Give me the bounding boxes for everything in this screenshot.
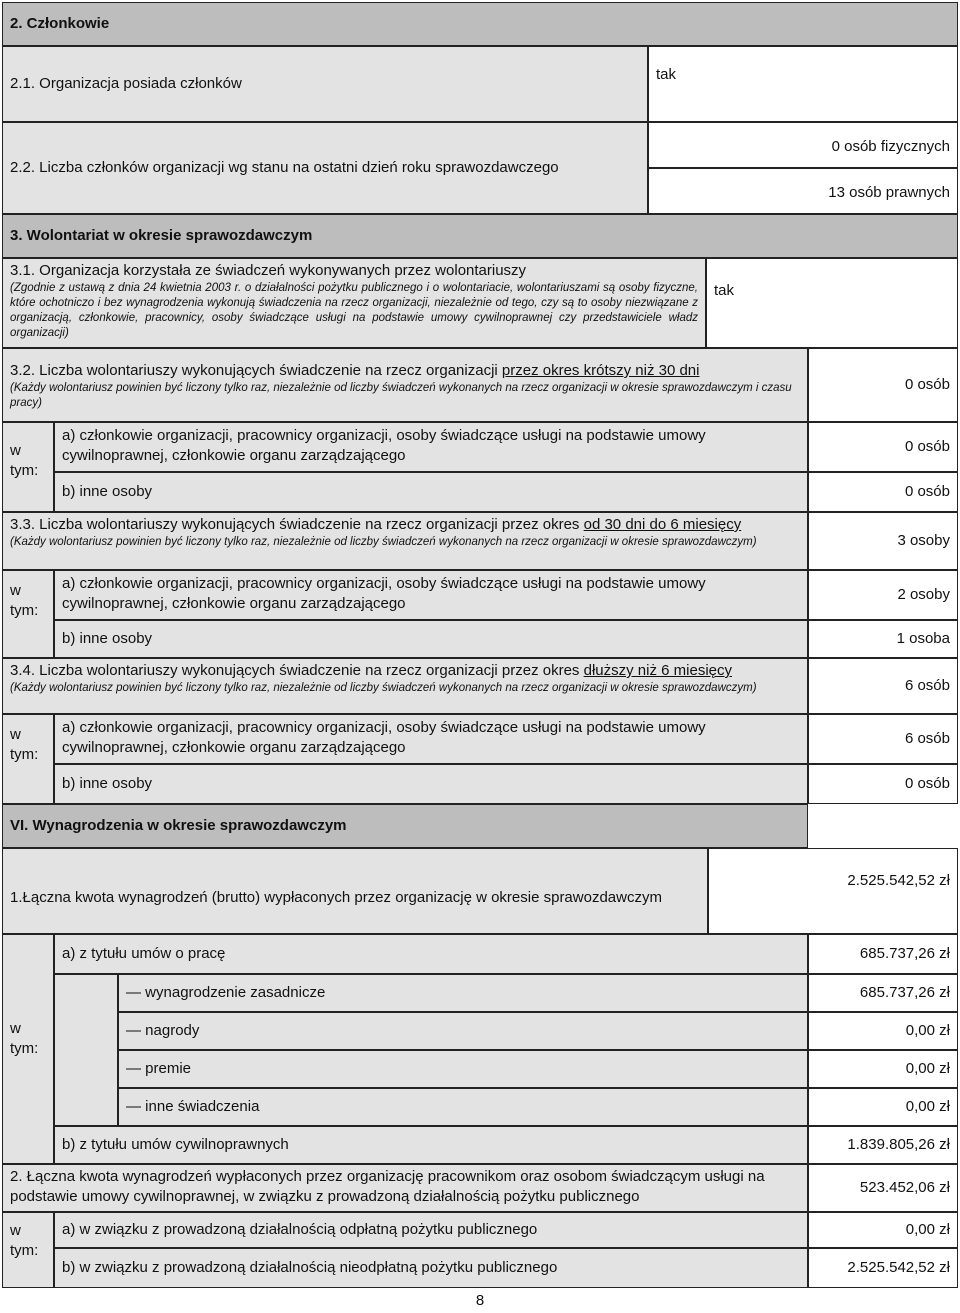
- q34-a-answer-cell: [808, 714, 958, 764]
- q32-b-cell: [54, 472, 808, 512]
- vi-item-b: b) z tytułu umów cywilnoprawnych: [62, 1136, 289, 1153]
- q34-label-text: 3.4. Liczba wolontariuszy wykonujących świadczenie na rzecz organizacji przez okres: [10, 662, 584, 679]
- q22-answer-b-cell: [648, 168, 958, 214]
- vi-q2-wtym: w tym:: [10, 1222, 39, 1259]
- vi-q2-item-b-answer: 2.525.542,52 zł: [847, 1259, 950, 1276]
- q33-label-cell: [2, 512, 808, 570]
- vi-q2-label-cell: [2, 1164, 808, 1212]
- vi-q2-label: 2. Łączna kwota wynagrodzeń wypłaconych przez organizację pracownikom oraz osobom świadczącym usługi na podstawie umowy cywilnoprawnej, w związku z prowadzoną działalnością pożytku publicznego: [10, 1168, 765, 1205]
- q33-answer-cell: [808, 512, 958, 570]
- q32-item-b-answer: 0 osób: [904, 483, 950, 500]
- q33-item-b-answer: 1 osoba: [896, 630, 950, 647]
- q34-item-b-answer: 0 osób: [904, 775, 950, 792]
- vi-sub4: — inne świadczenia: [126, 1097, 259, 1117]
- section-2-heading: [2, 2, 958, 46]
- vi-q2-wtym-cell: [2, 1212, 54, 1288]
- q22-label: 2.2. Liczba członków organizacji wg stanu na ostatni dzień roku sprawozdawczego: [10, 159, 559, 176]
- q33-b-cell: [54, 620, 808, 658]
- vi-q2-answer-cell: [808, 1164, 958, 1212]
- vi-q1-label-cell: [2, 848, 708, 934]
- vi-q2a-cell: [54, 1212, 808, 1248]
- vi-sub4-answer-cell: [808, 1088, 958, 1126]
- q34-a-cell: [54, 714, 808, 764]
- vi-sub4-cell: [118, 1088, 808, 1126]
- vi-sub4-answer: 0,00 zł: [905, 1098, 950, 1115]
- vi-q2-item-a-answer: 0,00 zł: [905, 1221, 950, 1238]
- q33-label-text: 3.3. Liczba wolontariuszy wykonujących świadczenie na rzecz organizacji przez okres: [10, 516, 584, 533]
- vi-sub3-answer-cell: [808, 1050, 958, 1088]
- q32-a-answer-cell: [808, 422, 958, 472]
- vi-sub1-answer: 685.737,26 zł: [859, 984, 950, 1001]
- q33-b-answer-cell: [808, 620, 958, 658]
- vi-item-b-answer: 1.839.805,26 zł: [847, 1136, 950, 1153]
- q32-item-b: b) inne osoby: [62, 483, 153, 500]
- q34-item-a: a) członkowie organizacji, pracownicy organizacji, osoby świadczące usługi na podstawie umowy cywilnoprawnej, członkowie organu zarządzającego: [62, 719, 706, 756]
- vi-sub1-cell: [118, 974, 808, 1012]
- q34-label-cell: [2, 658, 808, 714]
- vi-q1-answer-cell: [708, 848, 958, 934]
- vi-q2-item-b: b) w związku z prowadzoną działalnością nieodpłatną pożytku publicznego: [62, 1259, 558, 1276]
- q31-answer-cell: [706, 258, 958, 348]
- section-3-heading: [2, 214, 958, 258]
- q32-label: [10, 361, 800, 381]
- vi-q2-item-a: a) w związku z prowadzoną działalnością odpłatną pożytku publicznego: [62, 1221, 538, 1238]
- section-2-title: 2. Członkowie: [10, 15, 110, 32]
- q32-b-answer-cell: [808, 472, 958, 512]
- q34-answer-cell: [808, 658, 958, 714]
- q34-b-answer-cell: [808, 764, 958, 804]
- vi-b-answer-cell: [808, 1126, 958, 1164]
- q33-label: [10, 515, 800, 535]
- vi-a-answer-cell: [808, 934, 958, 974]
- section-6-heading: [2, 804, 808, 848]
- q32-a-cell: [54, 422, 808, 472]
- q34-wtym: w tym:: [10, 726, 39, 763]
- q32-item-a: a) członkowie organizacji, pracownicy organizacji, osoby świadczące usługi na podstawie umowy cywilnoprawnej, członkowie organu zarządzającego: [62, 427, 706, 464]
- q22-answer-a-cell: [648, 122, 958, 168]
- q33-item-a-answer: 2 osoby: [897, 586, 950, 603]
- q21-answer-cell: [648, 46, 958, 122]
- q33-label-underlined: od 30 dni do 6 miesięcy: [583, 516, 742, 533]
- vi-sub3-answer: 0,00 zł: [905, 1060, 950, 1077]
- q32-label-cell: [2, 348, 808, 422]
- vi-sub3: — premie: [126, 1059, 191, 1079]
- vi-indent-cell: [54, 974, 118, 1126]
- q31-label-cell: [2, 258, 706, 348]
- q32-answer: 0 osób: [904, 376, 950, 393]
- q32-label-underlined: przez okres krótszy niż 30 dni: [501, 362, 700, 379]
- q34-note: (Każdy wolontariusz powinien być liczony tylko raz, niezależnie od liczby świadczeń wykonanych na rzecz organizacji w okresie sprawozdawczym): [10, 682, 757, 694]
- section-3-title: 3. Wolontariat w okresie sprawozdawczym: [10, 227, 313, 244]
- vi-item-a: a) z tytułu umów o pracę: [62, 945, 226, 962]
- vi-q2-answer: 523.452,06 zł: [859, 1179, 950, 1196]
- q21-label: 2.1. Organizacja posiada członków: [10, 75, 242, 92]
- q32-label-text: 3.2. Liczba wolontariuszy wykonujących świadczenie na rzecz organizacji: [10, 362, 502, 379]
- vi-sub1: — wynagrodzenie zasadnicze: [126, 983, 325, 1003]
- q33-a-answer-cell: [808, 570, 958, 620]
- vi-a-cell: [54, 934, 808, 974]
- vi-sub3-cell: [118, 1050, 808, 1088]
- q33-wtym-cell: [2, 570, 54, 658]
- q21-label-cell: [2, 46, 648, 122]
- q34-label: [10, 661, 800, 681]
- q22-answer-physical: 0 osób fizycznych: [831, 138, 950, 155]
- vi-sub2-answer: 0,00 zł: [905, 1022, 950, 1039]
- vi-q2b-answer-cell: [808, 1248, 958, 1288]
- q33-note: (Każdy wolontariusz powinien być liczony tylko raz, niezależnie od liczby świadczeń wykonanych na rzecz organizacji w okresie sprawozdawczym): [10, 536, 757, 548]
- vi-q1-answer: 2.525.542,52 zł: [847, 872, 950, 889]
- q32-wtym: w tym:: [10, 442, 39, 479]
- q34-item-a-answer: 6 osób: [904, 730, 950, 747]
- q32-wtym-cell: [2, 422, 54, 512]
- vi-sub1-answer-cell: [808, 974, 958, 1012]
- vi-q2a-answer-cell: [808, 1212, 958, 1248]
- vi-item-a-answer: 685.737,26 zł: [859, 945, 950, 962]
- q32-item-a-answer: 0 osób: [904, 438, 950, 455]
- vi-sub2: — nagrody: [126, 1021, 199, 1041]
- q34-answer: 6 osób: [904, 677, 950, 694]
- section-6-title: VI. Wynagrodzenia w okresie sprawozdawczym: [10, 817, 347, 834]
- q22-label-cell: [2, 122, 648, 214]
- q33-a-cell: [54, 570, 808, 620]
- q33-item-b: b) inne osoby: [62, 630, 153, 647]
- q34-wtym-cell: [2, 714, 54, 804]
- q32-answer-cell: [808, 348, 958, 422]
- vi-q2b-cell: [54, 1248, 808, 1288]
- q31-note: (Zgodnie z ustawą z dnia 24 kwietnia 2003 r. o działalności pożytku publicznego i o wolontariacie, wolontariuszami są osoby fizyczne, które ochotniczo i bez wynagrodzenia wykonują świadczenia na rzecz organizacji, niezależnie od tego, czy są to osoby niezwiązane z organizacją, członkowie, pracownicy, osoby świadczące usługi na podstawie umowy cywilnoprawnej czy przedstawiciele władz organizacji): [10, 282, 698, 339]
- q34-label-underlined: dłuższy niż 6 miesięcy: [583, 662, 732, 679]
- q31-label: 3.1. Organizacja korzystała ze świadczeń wykonywanych przez wolontariuszy: [10, 262, 527, 279]
- q34-item-b: b) inne osoby: [62, 775, 153, 792]
- vi-b-cell: [54, 1126, 808, 1164]
- vi-q1-label: 1.Łączna kwota wynagrodzeń (brutto) wypłaconych przez organizację w okresie sprawozdawczym: [10, 889, 662, 906]
- vi-wtym-cell: [2, 934, 54, 1164]
- vi-wtym: w tym:: [10, 1020, 39, 1057]
- q33-item-a: a) członkowie organizacji, pracownicy organizacji, osoby świadczące usługi na podstawie umowy cywilnoprawnej, członkowie organu zarządzającego: [62, 575, 706, 612]
- vi-sub2-cell: [118, 1012, 808, 1050]
- q33-wtym: w tym:: [10, 582, 39, 619]
- q32-note: (Każdy wolontariusz powinien być liczony tylko raz, niezależnie od liczby świadczeń wykonanych na rzecz organizacji w okresie sprawozdawczym i czasu pracy): [10, 382, 792, 409]
- q33-answer: 3 osoby: [897, 532, 950, 549]
- q31-answer: tak: [714, 282, 735, 299]
- page-number: 8: [475, 1292, 485, 1309]
- q22-answer-legal: 13 osób prawnych: [828, 184, 950, 201]
- q34-b-cell: [54, 764, 808, 804]
- q21-answer: tak: [656, 66, 677, 83]
- vi-sub2-answer-cell: [808, 1012, 958, 1050]
